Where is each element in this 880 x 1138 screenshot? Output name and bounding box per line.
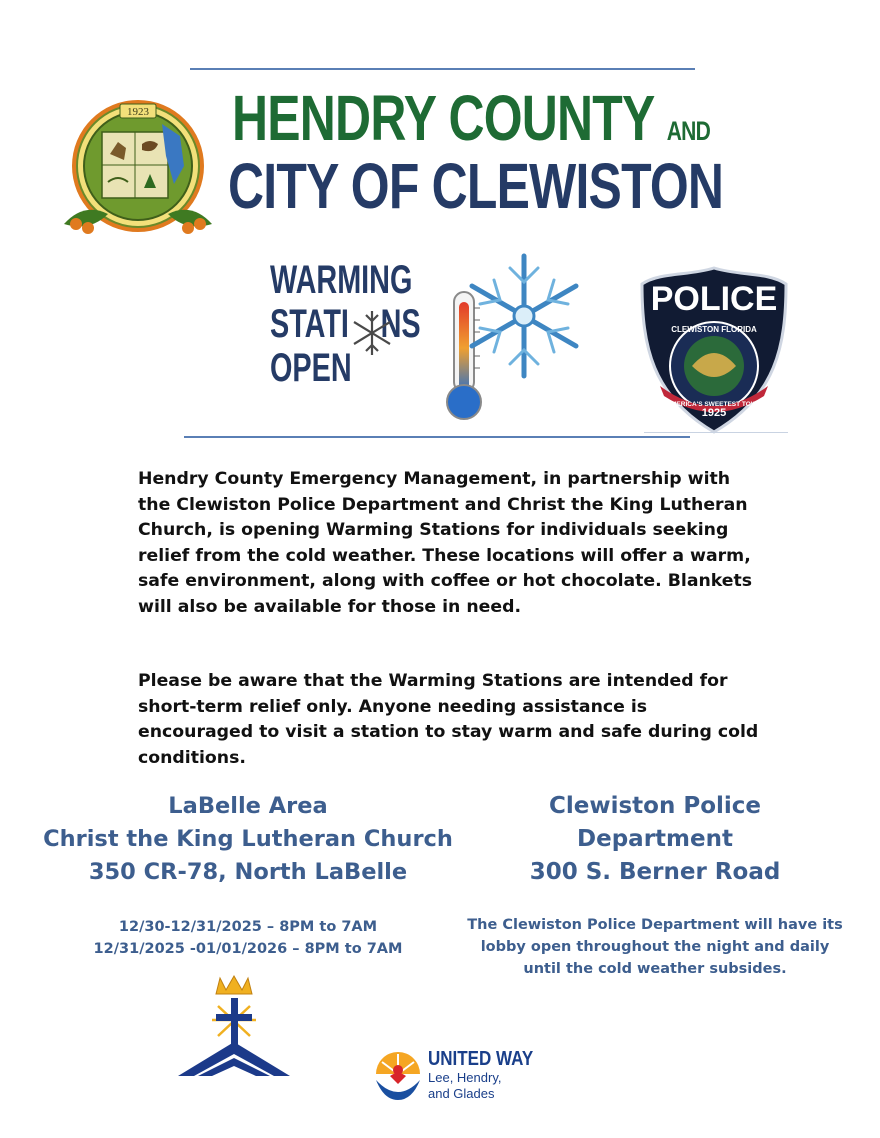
warming-line2a: STATI [270, 302, 349, 346]
labelle-hours [38, 916, 458, 960]
police-dept-note [450, 914, 860, 980]
united-way-icon [372, 1048, 424, 1104]
police-note-1: The Clewiston Police Department will have its [467, 917, 843, 933]
snowflake-icon [466, 250, 582, 382]
title-and: AND [666, 116, 711, 146]
united-way-sub1: Lee, Hendry, [428, 1070, 502, 1085]
united-way-text [428, 1048, 552, 1102]
police-note-2: lobby open throughout the night and daily [480, 939, 830, 955]
hendry-county-seal [62, 96, 218, 240]
police-dept-line2: Department [577, 826, 733, 852]
police-badge [640, 266, 788, 434]
united-way-name: UNITED WAY [428, 1048, 534, 1070]
police-dept-line3: 300 S. Berner Road [529, 859, 781, 885]
body-paragraph-1: Hendry County Emergency Management, in partnership with the Clewiston Police Department and Christ the King Lutheran Church, is opening Warming Stations for individuals seeking relief from the cold weather. These locations will offer a warm, safe environment, along with coffee or hot chocolate. Blankets will also be available for those in need. [138, 469, 753, 617]
title-line1: HENDRY COUNTY [232, 82, 654, 154]
labelle-line1: LaBelle Area [168, 793, 328, 819]
police-label: POLICE [650, 280, 778, 318]
labelle-line3: 350 CR-78, North LaBelle [88, 859, 408, 885]
police-note-3: until the cold weather subsides. [523, 961, 787, 977]
lutheran-church-logo [176, 972, 294, 1082]
police-motto: AMERICA'S SWEETEST TOWN [666, 401, 762, 408]
title-line2: CITY OF CLEWISTON [228, 150, 724, 222]
labelle-line2: Christ the King Lutheran Church [43, 826, 453, 852]
police-year: 1925 [701, 407, 727, 419]
warming-stations-heading [270, 258, 421, 390]
middle-rule [184, 436, 690, 438]
warming-line3: OPEN [270, 346, 352, 390]
police-ring-text: CLEWISTON FLORIDA [671, 325, 757, 334]
labelle-hours-2: 12/31/2025 -01/01/2026 – 8PM to 7AM [93, 941, 403, 957]
top-rule [190, 68, 695, 70]
body-paragraph-2: Please be aware that the Warming Stations are intended for short-term relief only. Anyone needing assistance is encouraged to visit a station to stay warm and safe during cold conditions. [138, 671, 759, 768]
small-snowflake-icon [352, 307, 392, 359]
middle-rule-faint [644, 432, 788, 433]
location-labelle [38, 790, 458, 889]
title-city-of-clewiston [228, 152, 723, 220]
united-way-sub2: and Glades [428, 1086, 495, 1101]
location-clewiston-police [470, 790, 840, 889]
seal-year: 1923 [127, 106, 149, 118]
warming-line2b: NS [380, 302, 421, 346]
warming-line2 [270, 302, 421, 346]
warming-line1: WARMING [270, 258, 413, 302]
police-dept-line1: Clewiston Police [548, 793, 762, 819]
labelle-hours-1: 12/30-12/31/2025 – 8PM to 7AM [118, 919, 378, 935]
